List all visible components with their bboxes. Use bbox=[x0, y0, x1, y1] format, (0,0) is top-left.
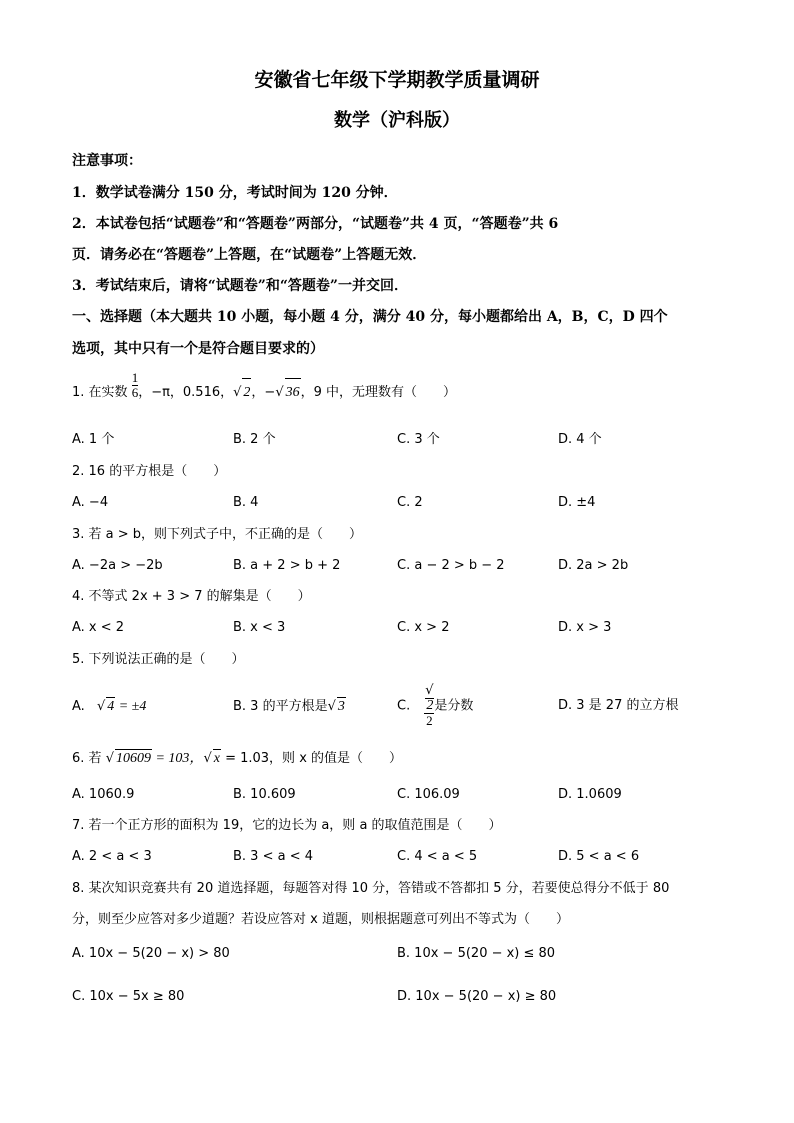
q6-suffix: = 1.03，则 x 的值是（ ） bbox=[220, 751, 403, 766]
radical-icon: √ bbox=[327, 699, 336, 714]
q6-mid: = 103， bbox=[151, 751, 204, 766]
page-subtitle: 数学（沪科版） bbox=[334, 110, 460, 131]
q6-option-c: C. 106.09 bbox=[397, 787, 460, 802]
q6-option-a: A. 1060.9 bbox=[72, 787, 135, 802]
q5-c-num-radicand: 2 bbox=[426, 698, 434, 713]
q4-option-c: C. x > 2 bbox=[397, 620, 450, 635]
q1-mid1: ，−π，0.516， bbox=[138, 385, 234, 400]
q4-option-b: B. x < 3 bbox=[233, 620, 286, 635]
note-item: 页．请务必在“答题卷”上答题，在“试题卷”上答题无效． bbox=[72, 247, 427, 263]
note-item: 2．本试卷包括“试题卷”和“答题卷”两部分，“试题卷”共 4 页，“答题卷”共 6 bbox=[72, 216, 559, 232]
q5-option-a bbox=[72, 697, 146, 716]
q2-option-b: B. 4 bbox=[233, 495, 259, 510]
q2-option-a: A. −4 bbox=[72, 495, 109, 510]
radical-icon: √ bbox=[105, 751, 114, 766]
q1-sqrt2: 36 bbox=[285, 378, 301, 407]
radical-icon: √ bbox=[203, 751, 212, 766]
q6-option-b: B. 10.609 bbox=[233, 787, 296, 802]
q5-option-d: D. 3 是 27 的立方根 bbox=[558, 698, 679, 713]
q4-option-d: D. x > 3 bbox=[558, 620, 612, 635]
q8-option-a: A. 10x − 5(20 − x) > 80 bbox=[72, 946, 230, 961]
radical-icon: √ bbox=[96, 699, 106, 714]
section-heading: 一、选择题（本大题共 10 小题，每小题 4 分，满分 40 分，每小题都给出 A，B，C，D 四个 bbox=[72, 309, 668, 325]
q5-a-radicand: 4 bbox=[107, 699, 115, 714]
q7-option-d: D. 5 < a < 6 bbox=[558, 849, 640, 864]
question-2-stem: 2. 16 的平方根是（ ） bbox=[72, 464, 227, 479]
page-title: 安徽省七年级下学期教学质量调研 bbox=[254, 69, 540, 91]
q6-prefix: 6. 若 bbox=[72, 751, 102, 766]
q5-a-rest: = ±4 bbox=[115, 699, 147, 714]
question-5-stem: 5. 下列说法正确的是（ ） bbox=[72, 652, 245, 667]
q3-option-c: C. a − 2 > b − 2 bbox=[397, 558, 505, 573]
q5-c-rest: 是分数 bbox=[434, 698, 474, 714]
q3-option-a: A. −2a > −2b bbox=[72, 558, 163, 573]
q1-sqrt1: 2 bbox=[242, 378, 251, 407]
q1-frac-num: 1 bbox=[131, 370, 139, 385]
q7-option-a: A. 2 < a < 3 bbox=[72, 849, 152, 864]
q6-option-d: D. 1.0609 bbox=[558, 787, 622, 802]
q6-radicand-2: x bbox=[213, 751, 220, 766]
q4-option-a: A. x < 2 bbox=[72, 620, 125, 635]
q2-option-c: C. 2 bbox=[397, 495, 423, 510]
q5-option-b bbox=[233, 697, 346, 716]
question-4-stem: 4. 不等式 2x + 3 > 7 的解集是（ ） bbox=[72, 589, 311, 604]
q2-option-d: D. ±4 bbox=[558, 495, 596, 510]
q5-c-prefix: C. bbox=[397, 698, 411, 714]
q1-option-b: B. 2 个 bbox=[233, 432, 276, 447]
q5-a-prefix: A. bbox=[72, 699, 85, 714]
q1-option-a: A. 1 个 bbox=[72, 432, 115, 447]
q1-option-c: C. 3 个 bbox=[397, 432, 440, 447]
q6-radicand-1: 10609 bbox=[115, 751, 151, 766]
question-3-stem: 3. 若 a > b，则下列式子中，不正确的是（ ） bbox=[72, 527, 363, 542]
radical-icon: √ bbox=[275, 385, 284, 400]
q5-b-prefix: B. 3 的平方根是 bbox=[233, 699, 328, 714]
question-1-stem bbox=[72, 370, 457, 407]
q5-c-fraction bbox=[424, 684, 434, 728]
q8-option-b: B. 10x − 5(20 − x) ≤ 80 bbox=[397, 946, 556, 961]
section-heading-cont: 选项，其中只有一个是符合题目要求的） bbox=[72, 341, 324, 357]
note-item: 3．考试结束后，请将“试题卷”和“答题卷”一并交回． bbox=[72, 278, 408, 294]
question-6-stem bbox=[72, 749, 402, 768]
question-7-stem: 7. 若一个正方形的面积为 19，它的边长为 a，则 a 的取值范围是（ ） bbox=[72, 818, 502, 833]
q1-suffix: ，9 中，无理数有（ ） bbox=[300, 385, 457, 400]
q3-option-b: B. a + 2 > b + 2 bbox=[233, 558, 341, 573]
q8-option-c: C. 10x − 5x ≥ 80 bbox=[72, 989, 185, 1004]
q5-c-den: 2 bbox=[426, 713, 433, 728]
notes-heading: 注意事项： bbox=[72, 153, 142, 169]
radical-icon: √ bbox=[233, 385, 242, 400]
q7-option-b: B. 3 < a < 4 bbox=[233, 849, 314, 864]
q7-option-c: C. 4 < a < 5 bbox=[397, 849, 478, 864]
q5-c-num bbox=[424, 684, 434, 713]
q1-frac-den: 6 bbox=[131, 385, 139, 400]
q3-option-d: D. 2a > 2b bbox=[558, 558, 629, 573]
radical-icon: √ bbox=[425, 683, 434, 698]
question-8-stem: 8. 某次知识竞赛共有 20 道选择题，每题答对得 10 分，答错或不答都扣 5 分，若要使总得分不低于 80 bbox=[72, 881, 670, 896]
q1-prefix: 1. 在实数 bbox=[72, 385, 128, 400]
note-item: 1．数学试卷满分 150 分，考试时间为 120 分钟． bbox=[72, 185, 398, 201]
q1-option-d: D. 4 个 bbox=[558, 432, 602, 447]
q5-b-radicand: 3 bbox=[337, 699, 345, 714]
q5-option-c bbox=[397, 684, 473, 728]
question-8-stem-cont: 分，则至少应答对多少道题？若设应答对 x 道题，则根据题意可列出不等式为（ ） bbox=[72, 912, 569, 927]
q8-option-d: D. 10x − 5(20 − x) ≥ 80 bbox=[397, 989, 557, 1004]
q1-mid2: ，− bbox=[251, 385, 276, 400]
